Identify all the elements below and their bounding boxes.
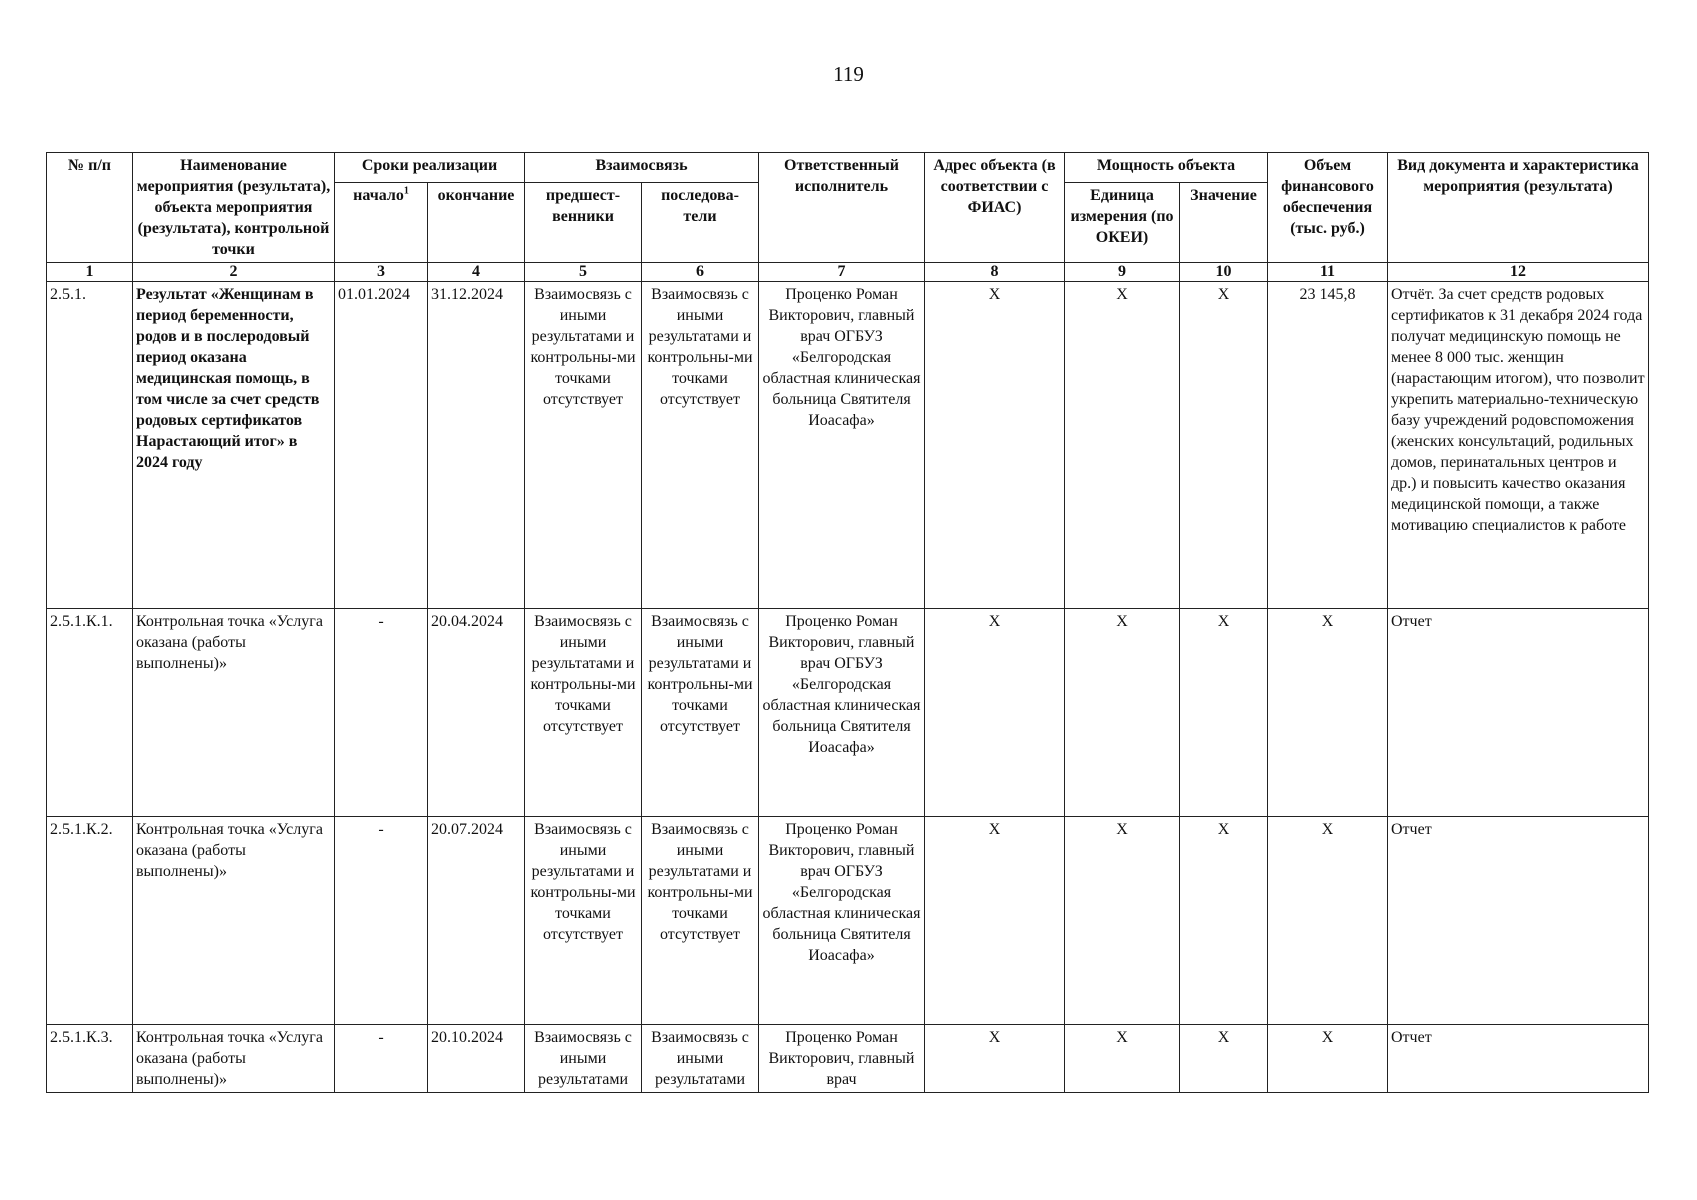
cell-funding: X [1268,609,1388,817]
table-row-result [47,282,1649,609]
cell-name: Результат «Женщинам в период беременности, родов и в послеродовый период оказана медицинская помощь, в том числе за счет средств родовых сертификатов Нарастающий итог» в 2024 году [133,282,335,609]
cell-prev: Взаимосвязь с иными результатами и контрольны-ми точками отсутствует [525,282,642,609]
column-number: 11 [1268,263,1388,282]
page-number: 119 [833,62,864,86]
cell-value: X [1180,282,1268,609]
cell-next: Взаимосвязь с иными результатами [642,1025,759,1093]
header-links-prev: предшест-венники [525,183,642,263]
cell-num: 2.5.1.К.3. [47,1025,133,1093]
column-number: 12 [1388,263,1649,282]
table-header [47,153,1649,282]
cell-value: X [1180,817,1268,1025]
cell-unit: X [1065,282,1180,609]
column-number-row [47,263,1649,282]
table-row-checkpoint [47,817,1649,1025]
header-responsible: Ответственный исполнитель [759,153,925,263]
cell-name: Контрольная точка «Услуга оказана (работы выполнены)» [133,817,335,1025]
cell-doc: Отчет [1388,817,1649,1025]
cell-unit: X [1065,609,1180,817]
header-address: Адрес объекта (в соответствии с ФИАС) [925,153,1065,263]
table-body [47,282,1649,1093]
column-number: 8 [925,263,1065,282]
cell-name: Контрольная точка «Услуга оказана (работы выполнены)» [133,1025,335,1093]
table-row-checkpoint [47,1025,1649,1093]
column-number: 4 [428,263,525,282]
cell-value: X [1180,609,1268,817]
header-date-start [335,183,428,263]
cell-address: X [925,817,1065,1025]
cell-start: - [335,609,428,817]
header-date-start-label: начало [353,187,404,205]
cell-funding: 23 145,8 [1268,282,1388,609]
header-links-group: Взаимосвязь [525,153,759,183]
cell-responsible: Проценко Роман Викторович, главный врач ОГБУЗ «Белгородская областная клиническая больница Святителя Иоасафа» [759,817,925,1025]
cell-unit: X [1065,817,1180,1025]
cell-value: X [1180,1025,1268,1093]
cell-responsible: Проценко Роман Викторович, главный врач ОГБУЗ «Белгородская областная клиническая больница Святителя Иоасафа» [759,609,925,817]
cell-start: 01.01.2024 [335,282,428,609]
column-number: 2 [133,263,335,282]
cell-start: - [335,817,428,1025]
header-capacity-value: Значение [1180,183,1268,263]
header-doc-type: Вид документа и характеристика мероприятия (результата) [1388,153,1649,263]
column-number: 9 [1065,263,1180,282]
header-dates-group: Сроки реализации [335,153,525,183]
cell-end: 20.10.2024 [428,1025,525,1093]
measures-table [46,152,1649,1093]
column-number: 1 [47,263,133,282]
cell-end: 31.12.2024 [428,282,525,609]
cell-doc: Отчёт. За счет средств родовых сертификатов к 31 декабря 2024 года получат медицинскую помощь не менее 8 000 тыс. женщин (нарастающим итогом), что позволит укрепить материально-техническую базу учреждений родовспоможения (женских консультаций, родильных домов, перинатальных центров и др.) и повысить качество оказания медицинской помощи, а также мотивацию специалистов к работе [1388,282,1649,609]
cell-prev: Взаимосвязь с иными результатами [525,1025,642,1093]
header-date-end: окончание [428,183,525,263]
cell-num: 2.5.1.К.1. [47,609,133,817]
cell-funding: X [1268,817,1388,1025]
cell-responsible: Проценко Роман Викторович, главный врач [759,1025,925,1093]
cell-doc: Отчет [1388,1025,1649,1093]
cell-end: 20.04.2024 [428,609,525,817]
cell-address: X [925,282,1065,609]
header-num: № п/п [47,153,133,263]
cell-start: - [335,1025,428,1093]
header-links-next: последова-тели [642,183,759,263]
cell-next: Взаимосвязь с иными результатами и контрольны-ми точками отсутствует [642,609,759,817]
header-capacity-unit: Единица измерения (по ОКЕИ) [1065,183,1180,263]
cell-responsible: Проценко Роман Викторович, главный врач ОГБУЗ «Белгородская областная клиническая больница Святителя Иоасафа» [759,282,925,609]
cell-doc: Отчет [1388,609,1649,817]
cell-next: Взаимосвязь с иными результатами и контрольны-ми точками отсутствует [642,282,759,609]
cell-num: 2.5.1. [47,282,133,609]
cell-end: 20.07.2024 [428,817,525,1025]
cell-prev: Взаимосвязь с иными результатами и контрольны-ми точками отсутствует [525,817,642,1025]
cell-prev: Взаимосвязь с иными результатами и контрольны-ми точками отсутствует [525,609,642,817]
header-funding: Объем финансового обеспечения (тыс. руб.) [1268,153,1388,263]
cell-next: Взаимосвязь с иными результатами и контрольны-ми точками отсутствует [642,817,759,1025]
column-number: 5 [525,263,642,282]
cell-name: Контрольная точка «Услуга оказана (работы выполнены)» [133,609,335,817]
cell-unit: X [1065,1025,1180,1093]
column-number: 7 [759,263,925,282]
cell-address: X [925,1025,1065,1093]
header-name: Наименование мероприятия (результата), объекта мероприятия (результата), контрольной точки [133,153,335,263]
table-row-checkpoint [47,609,1649,817]
column-number: 6 [642,263,759,282]
cell-address: X [925,609,1065,817]
cell-num: 2.5.1.К.2. [47,817,133,1025]
header-capacity-group: Мощность объекта [1065,153,1268,183]
column-number: 3 [335,263,428,282]
cell-funding: X [1268,1025,1388,1093]
footnote-marker: 1 [403,186,409,198]
column-number: 10 [1180,263,1268,282]
